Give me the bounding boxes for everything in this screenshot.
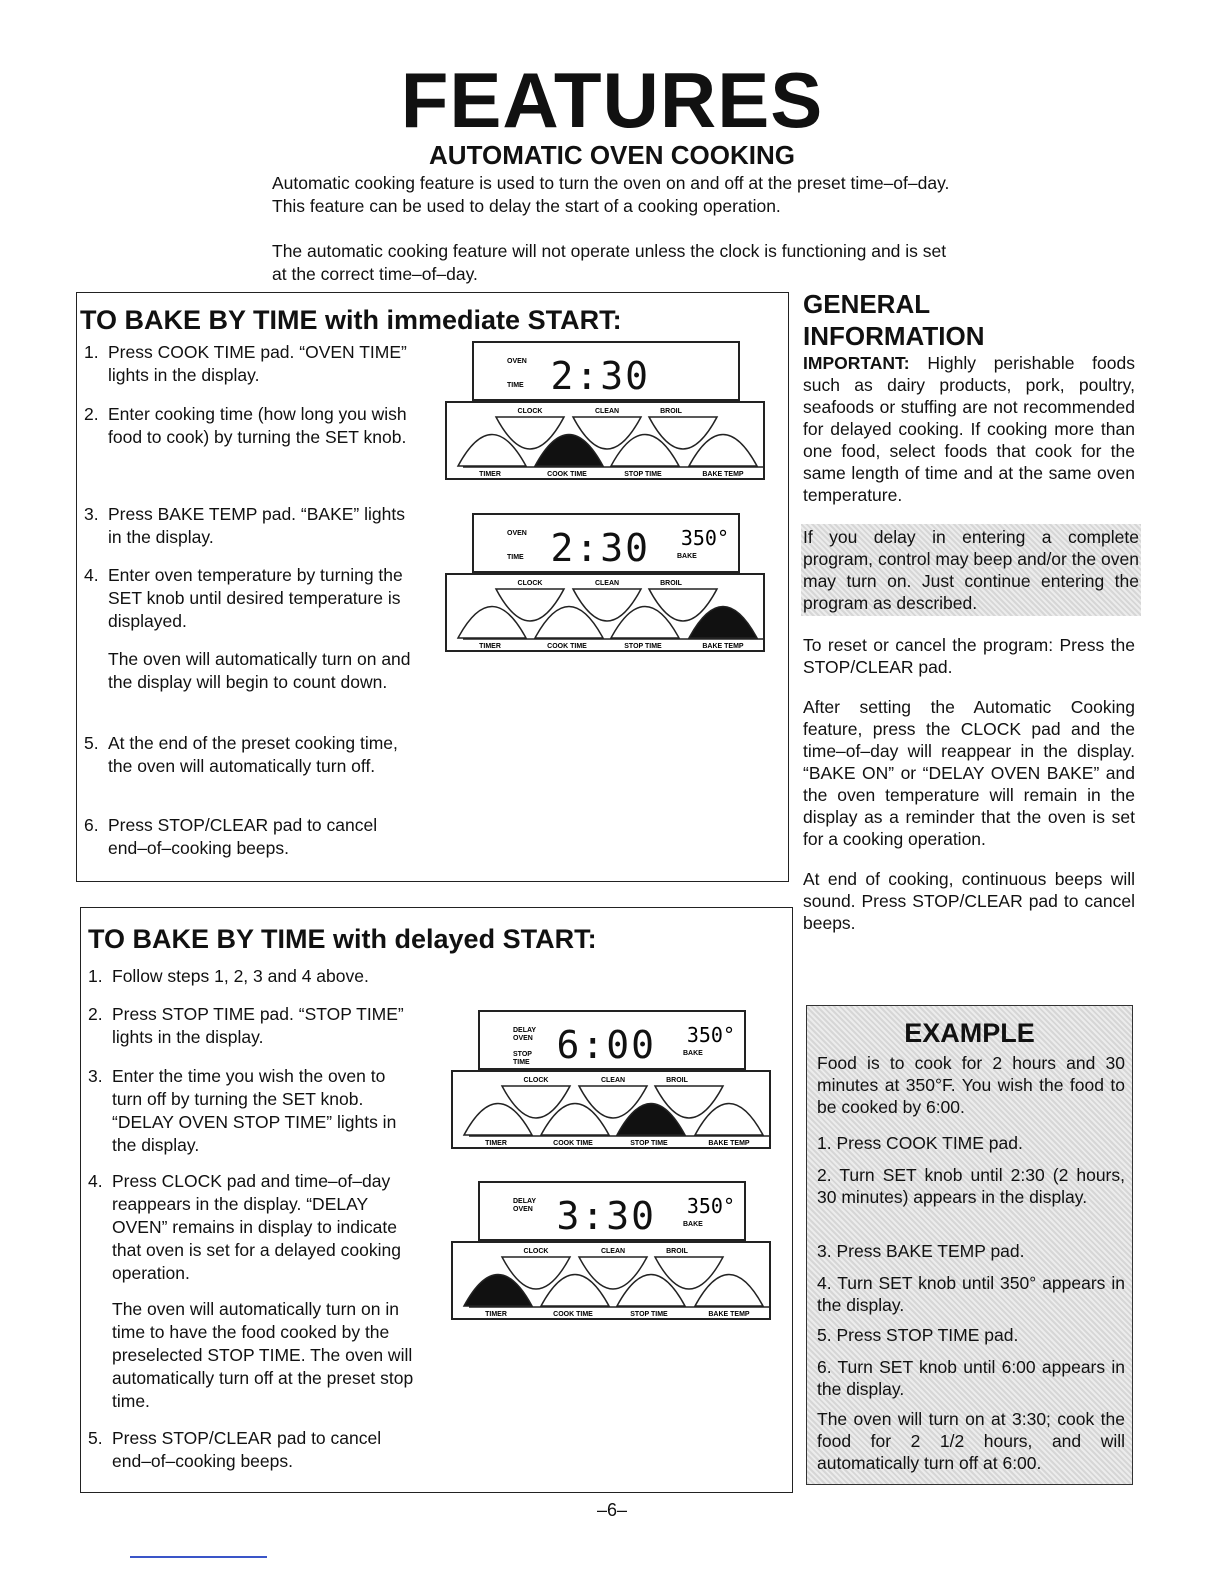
keypad-label-bottom: TIMER	[479, 471, 501, 478]
display-indicator: STOP	[513, 1051, 532, 1058]
immediate-step: 3. Press BAKE TEMP pad. “BAKE” lights in the display.	[84, 504, 405, 547]
footer-rule	[130, 1556, 267, 1558]
intro-paragraph-clock: The automatic cooking feature will not operate unless the clock is functioning and is set at the correct time–of–day.	[272, 241, 947, 284]
keypad-label-top: BROIL	[660, 580, 682, 587]
keypad-label-bottom: COOK TIME	[553, 1311, 593, 1318]
display-bake-indicator: BAKE	[683, 1050, 703, 1057]
display-indicator: TIME	[507, 554, 524, 561]
delayed-step: 1. Follow steps 1, 2, 3 and 4 above.	[88, 966, 369, 986]
display-temp: 350°	[680, 526, 729, 550]
example-step: 1. Press COOK TIME pad.	[817, 1133, 1023, 1153]
display-indicator: TIME	[513, 1059, 530, 1066]
control-panel-diagram	[451, 1010, 773, 1150]
keypad-label-bottom: BAKE TEMP	[708, 1311, 750, 1318]
example-step: 3. Press BAKE TEMP pad.	[817, 1241, 1025, 1261]
page-title: FEATURES	[400, 56, 824, 144]
control-panel-diagram	[445, 341, 767, 481]
display-indicator: DELAY	[513, 1027, 537, 1034]
general-info-title: GENERAL INFORMATION	[803, 289, 985, 351]
immediate-start-title: TO BAKE BY TIME with immediate START:	[80, 305, 622, 335]
display-indicator: OVEN	[513, 1035, 533, 1042]
display-time: 2:30	[550, 526, 650, 570]
delayed-step: 4. Press CLOCK pad and time–of–day reappears in the display. “DELAY OVEN” remains in display to indicate that oven is set for a delayed cooking operation.	[88, 1171, 401, 1283]
delayed-step: 3. Enter the time you wish the oven to turn off by turning the SET knob. “DELAY OVEN STOP TIME” lights in the display.	[88, 1066, 397, 1155]
intro-paragraph: Automatic cooking feature is used to turn the oven on and off at the preset time–of–day. This feature can be used to delay the start of a cooking operation.	[272, 173, 950, 216]
keypad-label-top: CLOCK	[523, 1077, 549, 1084]
example-intro: Food is to cook for 2 hours and 30 minutes at 350°F. You wish the food to be cooked by 6:00.	[817, 1053, 1125, 1117]
delayed-start-title: TO BAKE BY TIME with delayed START:	[88, 924, 597, 954]
display-temp: 350°	[686, 1023, 735, 1047]
immediate-step: 1. Press COOK TIME pad. “OVEN TIME” lights in the display.	[84, 342, 407, 385]
keypad-label-bottom: STOP TIME	[630, 1311, 668, 1318]
keypad-label-bottom: TIMER	[485, 1311, 507, 1318]
display-indicator: TIME	[507, 382, 524, 389]
example-step: 4. Turn SET knob until 350° appears in the display.	[817, 1273, 1125, 1315]
keypad-label-bottom: STOP TIME	[630, 1140, 668, 1147]
keypad-label-bottom: COOK TIME	[553, 1140, 593, 1147]
important-label: IMPORTANT:	[803, 353, 910, 373]
example-outro: The oven will turn on at 3:30; cook the food for 2 1/2 hours, and will automatically turn off at 6:00.	[817, 1409, 1125, 1473]
page-number: –6–	[596, 1500, 628, 1520]
control-panel-diagram	[451, 1181, 773, 1321]
display-indicator: OVEN	[507, 530, 527, 537]
keypad-label-top: BROIL	[666, 1248, 688, 1255]
keypad-label-bottom: BAKE TEMP	[702, 471, 744, 478]
immediate-step: 6. Press STOP/CLEAR pad to cancel end–of–cooking beeps.	[84, 815, 378, 858]
immediate-step: 5. At the end of the preset cooking time, the oven will automatically turn off.	[84, 733, 398, 776]
end-cooking-note: At end of cooking, continuous beeps will sound. Press STOP/CLEAR pad to cancel beeps.	[803, 869, 1135, 933]
keypad-label-bottom: COOK TIME	[547, 471, 587, 478]
delayed-step: 2. Press STOP TIME pad. “STOP TIME” lights in the display.	[88, 1004, 404, 1047]
display-indicator: DELAY	[513, 1198, 537, 1205]
display-indicator: OVEN	[507, 358, 527, 365]
keypad-label-top: CLEAN	[600, 1248, 626, 1255]
keypad-label-bottom: TIMER	[485, 1140, 507, 1147]
example-step: 2. Turn SET knob until 2:30 (2 hours, 30 minutes) appears in the display.	[817, 1165, 1125, 1207]
immediate-step: 4. Enter oven temperature by turning the SET knob until desired temperature is displayed.	[84, 565, 403, 631]
display-indicator: OVEN	[513, 1206, 533, 1213]
delay-warning-note: If you delay in entering a complete program, control may beep and/or the oven may turn on. Just continue entering the program as described.	[801, 524, 1141, 616]
immediate-step: The oven will automatically turn on and the display will begin to count down.	[108, 649, 411, 692]
display-time: 3:30	[556, 1194, 656, 1238]
keypad-label-bottom: COOK TIME	[547, 643, 587, 650]
important-note	[803, 352, 1135, 506]
important-text: Highly perishable foods such as dairy products, pork, poultry, seafoods or stuffing are not recommended for delayed cooking. If cooking more than one food, select foods that cook for the same length of time and at the same oven temperature.	[803, 353, 1135, 505]
keypad-label-bottom: BAKE TEMP	[702, 643, 744, 650]
delayed-step: 5. Press STOP/CLEAR pad to cancel end–of–cooking beeps.	[88, 1428, 382, 1471]
section-subtitle: AUTOMATIC OVEN COOKING	[429, 140, 795, 170]
display-time: 6:00	[556, 1023, 656, 1067]
keypad-label-top: BROIL	[666, 1077, 688, 1084]
example-step: 5. Press STOP TIME pad.	[817, 1325, 1019, 1345]
keypad-label-top: CLEAN	[600, 1077, 626, 1084]
display-temp: 350°	[686, 1194, 735, 1218]
example-title: EXAMPLE	[904, 1018, 1035, 1048]
reset-note: To reset or cancel the program: Press the STOP/CLEAR pad.	[803, 635, 1135, 677]
keypad-label-bottom: TIMER	[479, 643, 501, 650]
example-step: 6. Turn SET knob until 6:00 appears in the display.	[817, 1357, 1125, 1399]
after-setting-note: After setting the Automatic Cooking feature, press the CLOCK pad and the time–of–day will reappear in the display. “BAKE ON” or “DELAY OVEN BAKE” and the oven temperature will remain in the display as a reminder that the oven is set for a cooking operation.	[803, 697, 1135, 849]
keypad-label-top: CLOCK	[517, 408, 543, 415]
immediate-step: 2. Enter cooking time (how long you wish food to cook) by turning the SET knob.	[84, 404, 407, 447]
delayed-step: The oven will automatically turn on in time to have the food cooked by the preselected STOP TIME. The oven will automatically turn off at the preset stop time.	[112, 1299, 414, 1411]
keypad-label-bottom: STOP TIME	[624, 643, 662, 650]
display-time: 2:30	[550, 354, 650, 398]
display-bake-indicator: BAKE	[683, 1221, 703, 1228]
display-bake-indicator: BAKE	[677, 553, 697, 560]
keypad-label-top: CLOCK	[517, 580, 543, 587]
keypad-label-top: CLOCK	[523, 1248, 549, 1255]
example-box	[806, 1005, 1133, 1485]
keypad-label-bottom: BAKE TEMP	[708, 1140, 750, 1147]
control-panel-diagram	[445, 513, 767, 653]
keypad-label-top: BROIL	[660, 408, 682, 415]
keypad-label-top: CLEAN	[594, 408, 620, 415]
keypad-label-top: CLEAN	[594, 580, 620, 587]
keypad-label-bottom: STOP TIME	[624, 471, 662, 478]
